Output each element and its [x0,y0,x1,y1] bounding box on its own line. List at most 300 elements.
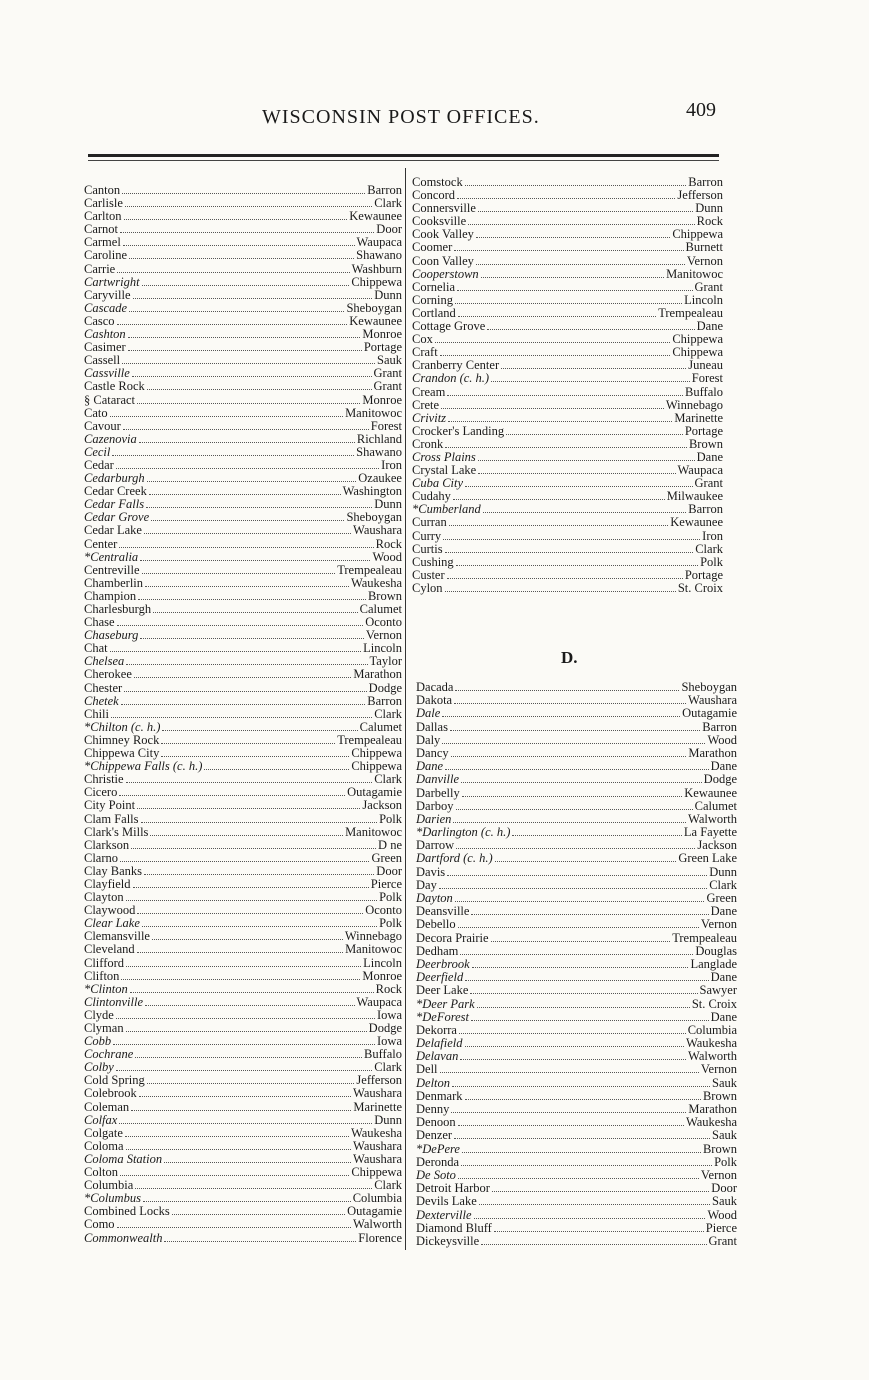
dot-leader [116,1017,375,1019]
dot-leader [125,1135,349,1137]
post-office-name: Clayfield [84,876,131,891]
dot-leader [150,834,343,836]
dot-leader [478,472,675,474]
post-office-entry [84,629,402,642]
county-name: Forest [370,418,402,433]
post-office-name: Cross Plains [412,449,476,464]
post-office-name: Coloma [84,1138,124,1153]
section-d-heading: D. [561,648,578,667]
post-office-entry [84,682,402,695]
post-office-name: Chelsea [84,654,125,669]
dot-leader [501,367,686,369]
dot-leader [458,315,656,317]
county-name: Barron [688,502,723,517]
post-office-name: Caryville [84,287,131,302]
dot-leader [451,1111,686,1113]
county-name: Calumet [359,719,402,734]
dot-leader [141,821,378,823]
post-office-name: Cedar Falls [84,497,145,512]
post-office-name: Curtis [412,541,443,556]
county-name: D ne [378,837,402,852]
county-name: Wood [372,549,402,564]
dot-leader [117,624,364,626]
dot-leader [454,1137,710,1139]
post-office-entry [412,582,723,595]
post-office-name: Coloma Station [84,1151,163,1166]
county-name: Lincoln [363,955,402,970]
post-office-name: Curran [412,515,447,530]
post-office-name: Champion [84,588,137,603]
post-office-name: Chili [84,706,110,721]
county-name: Marathon [353,667,402,682]
post-office-entry [84,1127,402,1140]
post-office-name: Diamond Bluff [416,1220,492,1235]
post-office-name: *Cumberland [412,502,481,517]
dot-leader [123,428,369,430]
county-name: Iron [702,528,723,543]
post-office-name: Clarno [84,850,119,865]
page-number: 409 [686,99,716,121]
dot-leader [129,310,344,312]
county-name: Walworth [688,811,737,826]
county-name: Door [376,863,402,878]
post-office-name: Concord [412,188,456,203]
post-office-name: Casco [84,313,115,328]
post-office-name: Clay Banks [84,863,142,878]
post-office-name: Cashton [84,327,126,342]
dot-leader [465,485,692,487]
dot-leader [135,1056,362,1058]
post-office-entry [84,865,402,878]
post-office-entry [84,1140,402,1153]
post-office-name: Clyman [84,1021,124,1035]
post-office-name: Custer [412,567,445,582]
post-office-name: Clintonville [84,994,144,1009]
dot-leader [477,1006,690,1008]
county-name: Dunn [374,1112,402,1127]
post-office-entry [84,1009,402,1022]
post-office-entry [416,1129,737,1142]
county-name: Sauk [712,1194,737,1209]
county-name: Kewaunee [684,785,737,800]
county-name: Monroe [362,327,402,342]
post-office-entry [84,524,402,537]
county-name: Wood [707,732,737,747]
post-office-entry [84,538,402,551]
county-name: Jackson [362,798,402,813]
post-office-name: Cavour [84,418,121,433]
dot-leader [119,1122,372,1124]
county-name: Shawano [356,444,402,459]
post-office-entry [416,1077,737,1090]
county-name: Brown [702,1141,737,1156]
county-name: Marinette [353,1099,402,1114]
county-name: Jefferson [356,1073,402,1088]
dot-leader [440,354,671,356]
post-office-entry [416,747,737,760]
post-office-entry [416,932,737,945]
county-name: Sauk [712,1075,737,1090]
post-office-entry [84,328,402,341]
post-office-name: Clayton [84,890,124,905]
post-office-name: Cassville [84,366,130,381]
dot-leader [139,441,355,443]
dot-leader [110,650,362,652]
dot-leader [445,590,676,592]
post-office-entry [84,878,402,891]
dot-leader [442,715,680,717]
county-name: Barron [688,175,723,189]
post-office-name: Cylon [412,580,443,595]
county-name: Kewaunee [349,209,402,224]
dot-leader [125,205,372,207]
post-office-name: Cronk [412,436,444,451]
dot-leader [121,978,360,980]
county-name: Marathon [688,1102,737,1116]
dot-leader [137,807,360,809]
county-name: Chippewa [351,759,402,774]
post-office-entry [84,642,402,655]
post-office-entry [412,372,723,385]
dot-leader [145,1004,354,1006]
post-office-name: Clam Falls [84,811,139,826]
dot-leader [472,966,689,968]
dot-leader [153,611,358,613]
county-name: Rock [696,214,723,229]
county-name: Sheboygan [346,300,402,315]
post-office-name: Cottage Grove [412,319,486,334]
county-name: Polk [379,916,402,931]
post-office-name: Coon Valley [412,253,474,268]
county-name: Barron [367,183,402,197]
post-office-name: Cudahy [412,489,451,504]
right-column-c-entries [412,176,723,595]
dot-leader [456,564,698,566]
post-office-entry [84,223,402,236]
dot-leader [142,572,336,574]
county-name: Clark [709,877,737,892]
post-office-entry [416,866,737,879]
county-name: Clark [374,772,402,787]
dot-leader [134,676,351,678]
post-office-entry [84,210,402,223]
post-office-entry [84,407,402,420]
dot-leader [128,336,361,338]
county-name: Clark [374,706,402,721]
post-office-entry [416,734,737,747]
post-office-entry [84,826,402,839]
county-name: Grant [708,1233,737,1248]
county-name: Waukesha [350,1125,402,1140]
dot-leader [129,257,354,259]
post-office-name: Cobb [84,1034,112,1049]
county-name: Brown [702,1088,737,1103]
post-office-entry [416,879,737,892]
post-office-entry [416,1195,737,1208]
post-office-name: Deronda [416,1154,460,1169]
county-name: Washington [342,484,402,499]
post-office-entry [412,281,723,294]
post-office-name: Cedar Grove [84,510,150,525]
county-name: Brown [367,588,402,603]
county-name: Dodge [368,1021,402,1035]
dot-leader [140,559,370,561]
post-office-entry [84,184,402,197]
post-office-name: Darboy [416,798,454,813]
county-name: Chippewa [672,345,723,360]
dot-leader [458,1124,684,1126]
post-office-entry [84,813,402,826]
county-name: Manitowoc [345,942,402,957]
county-name: St. Croix [677,580,723,595]
county-name: Waukesha [685,1115,737,1130]
dot-leader [478,210,693,212]
dot-leader [462,795,683,797]
post-office-entry [84,433,402,446]
dot-leader [119,794,345,796]
post-office-name: Cushing [412,554,454,569]
post-office-entry [84,799,402,812]
county-name: Clark [374,1060,402,1075]
post-office-name: Cascade [84,300,128,315]
post-office-name: Commonwealth [84,1230,163,1245]
post-office-name: Dallas [416,719,448,734]
county-name: Iowa [377,1007,402,1022]
dot-leader [164,1161,351,1163]
post-office-name: § Cataract [84,392,136,407]
post-office-name: *Deer Park [416,996,475,1011]
post-office-entry [84,446,402,459]
post-office-entry [84,236,402,249]
dot-leader [445,551,694,553]
dot-leader [512,834,681,836]
post-office-name: Colton [84,1165,119,1180]
post-office-name: Dakota [416,693,453,708]
dot-leader [454,249,683,251]
dot-leader [142,284,350,286]
dot-leader [455,689,679,691]
dot-leader [132,375,372,377]
county-name: Sauk [712,1128,737,1143]
post-office-name: Deer Lake [416,983,469,998]
dot-leader [443,538,700,540]
post-office-name: Chippewa City [84,746,160,761]
county-name: Vernon [700,1167,737,1182]
dot-leader [126,781,373,783]
post-office-name: Delavan [416,1049,459,1064]
dot-leader [145,585,349,587]
county-name: Florence [358,1230,402,1245]
dot-leader [441,407,664,409]
county-name: Dane [710,1009,737,1024]
dot-leader [457,197,675,199]
dot-leader [476,236,670,238]
post-office-name: Cooperstown [412,266,479,281]
dot-leader [126,1030,367,1032]
post-office-name: *Chilton (c. h.) [84,719,161,734]
dot-leader [457,289,692,291]
dot-leader [494,1230,704,1232]
county-name: Chippewa [351,274,402,289]
post-office-entry [84,394,402,407]
county-name: Dane [696,319,723,334]
dot-leader [147,1082,355,1084]
county-name: Chippewa [351,1165,402,1180]
post-office-entry [84,1022,402,1035]
dot-leader [459,1032,686,1034]
dot-leader [130,991,374,993]
county-name: Manitowoc [666,266,723,281]
post-office-entry [412,255,723,268]
post-office-name: Dane [416,759,444,774]
post-office-name: Denoon [416,1115,456,1130]
county-name: Trempealeau [337,562,402,577]
post-office-name: Castle Rock [84,379,145,394]
post-office-name: Chamberlin [84,575,144,590]
post-office-name: Center [84,536,118,551]
post-office-name: Cold Spring [84,1073,145,1088]
post-office-name: Chase [84,615,115,630]
post-office-name: Dartford (c. h.) [416,851,493,866]
county-name: Jackson [697,838,737,853]
post-office-entry [84,1087,402,1100]
post-office-name: Deerfield [416,970,464,985]
dot-leader [474,1217,706,1219]
county-name: Outagamie [347,1204,402,1219]
county-name: Milwaukee [666,489,723,504]
post-office-name: Cassell [84,353,121,368]
county-name: Langlade [690,956,737,971]
dot-leader [470,992,697,994]
dot-leader [479,1203,710,1205]
county-name: Brown [688,436,723,451]
post-office-entry [84,1048,402,1061]
county-name: Waupaca [356,994,402,1009]
dot-leader [491,380,690,382]
dot-leader [120,231,374,233]
post-office-name: Dancy [416,745,449,760]
dot-leader [492,1190,709,1192]
post-office-name: Chaseburg [84,628,139,643]
county-name: Outagamie [347,785,402,800]
post-office-name: Clarkson [84,837,130,852]
post-office-entry [84,1232,402,1245]
county-name: Sheboygan [681,680,737,694]
post-office-name: Centreville [84,562,140,577]
post-office-name: Corning [412,292,453,307]
county-name: Monroe [362,968,402,983]
post-office-entry [412,268,723,281]
dot-leader [458,1177,699,1179]
county-name: Grant [694,279,723,294]
post-office-entry [416,852,737,865]
dot-leader [460,1058,686,1060]
dot-leader [128,349,362,351]
post-office-name: Cochrane [84,1047,134,1062]
county-name: Portage [684,423,723,438]
county-name: Kewaunee [349,313,402,328]
county-name: Pierce [705,1220,737,1235]
dot-leader [491,940,671,942]
county-name: Polk [379,811,402,826]
dot-leader [144,532,351,534]
dot-leader [135,1187,372,1189]
county-name: Green [706,891,737,905]
dot-leader [506,433,683,435]
dot-leader [161,755,349,757]
county-name: Barron [367,693,402,708]
county-name: Pierce [370,876,402,891]
post-office-name: Carlisle [84,196,123,211]
dot-leader [147,480,357,482]
county-name: Iron [381,457,402,472]
post-office-entry [412,425,723,438]
post-office-name: Colby [84,1060,114,1075]
dot-leader [453,498,665,500]
post-office-name: Cecil [84,444,111,459]
post-office-entry [412,438,723,451]
dot-leader [483,511,687,513]
county-name: Dodge [703,772,737,787]
dot-leader [131,847,376,849]
county-name: Chippewa [351,746,402,761]
county-name: Dane [710,904,737,919]
dot-leader [149,493,341,495]
post-office-name: Cranberry Center [412,358,500,373]
post-office-entry [412,399,723,412]
post-office-entry [84,289,402,302]
county-name: Vernon [365,628,402,643]
dot-leader [495,860,677,862]
post-office-entry [412,294,723,307]
post-office-entry [84,276,402,289]
post-office-name: Cherokee [84,667,132,682]
county-name: Waushara [353,1086,402,1101]
post-office-name: De Soto [416,1167,456,1182]
county-name: Clark [374,1178,402,1193]
dot-leader [113,1043,375,1045]
post-office-name: Crystal Lake [412,463,477,478]
post-office-name: Caroline [84,248,128,263]
post-office-name: Day [416,877,437,892]
dot-leader [481,276,664,278]
post-office-entry [416,826,737,839]
county-name: Douglas [695,943,737,958]
dot-leader [117,271,349,273]
dot-leader [122,192,365,194]
dot-leader [471,913,708,915]
post-office-name: Cream [412,384,446,399]
county-name: Burnett [685,240,723,255]
dot-leader [123,244,355,246]
county-name: Walworth [353,1217,402,1232]
post-office-name: Clear Lake [84,916,140,931]
county-name: Dunn [695,201,723,216]
dot-leader [453,821,686,823]
county-name: Washburn [351,261,402,276]
county-name: Jefferson [677,188,723,203]
dot-leader [117,323,348,325]
dot-leader [147,388,372,390]
county-name: Dane [710,970,737,985]
dot-leader [131,1109,351,1111]
post-office-name: Carrie [84,261,116,276]
post-office-name: Delton [416,1075,451,1090]
post-office-entry [84,420,402,433]
post-office-entry [412,241,723,254]
post-office-name: Clifford [84,955,125,970]
post-office-name: Chetek [84,693,119,708]
